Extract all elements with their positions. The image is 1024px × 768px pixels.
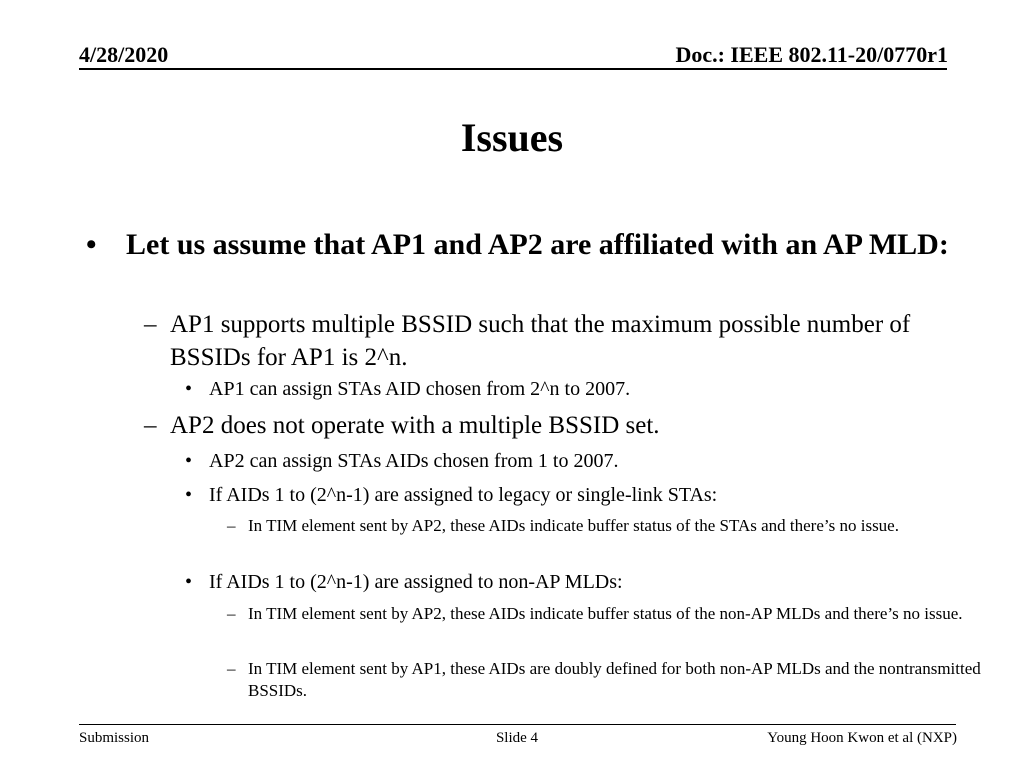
bullet-text: Let us assume that AP1 and AP2 are affiliated with an AP MLD: (126, 228, 949, 261)
header-divider (79, 68, 947, 70)
bullet-level3 (185, 376, 985, 402)
slide-title: Issues (460, 115, 564, 160)
bullet-text: In TIM element sent by AP2, these AIDs indicate buffer status of the non-AP MLDs and there’s no issue. (248, 604, 963, 623)
bullet-marker: – (227, 516, 236, 535)
bullet-marker: – (227, 659, 236, 678)
bullet-level4 (227, 515, 987, 537)
footer-submission: Submission (79, 730, 150, 746)
bullet-text: AP1 supports multiple BSSID such that the maximum possible number of BSSIDs for AP1 is 2^n. (170, 311, 911, 371)
bullet-level3 (185, 569, 985, 595)
bullet-level4 (227, 603, 987, 625)
bullet-level4 (227, 658, 987, 702)
bullet-text: AP2 can assign STAs AIDs chosen from 1 to 2007. (209, 450, 619, 472)
bullet-text: If AIDs 1 to (2^n-1) are assigned to non-AP MLDs: (209, 571, 623, 593)
bullet-level3 (185, 482, 985, 508)
bullet-text: If AIDs 1 to (2^n-1) are assigned to legacy or single-link STAs: (209, 484, 718, 506)
footer-slide-number: Slide 4 (495, 730, 539, 746)
bullet-text: In TIM element sent by AP1, these AIDs are doubly defined for both non-AP MLDs and the nontransmitted BSSIDs. (248, 659, 981, 700)
bullet-level3 (185, 448, 985, 474)
bullet-marker: • (86, 228, 97, 261)
bullet-text: In TIM element sent by AP2, these AIDs indicate buffer status of the STAs and there’s no issue. (248, 516, 899, 535)
bullet-level2 (144, 308, 989, 374)
header-doc-id: Doc.: IEEE 802.11-20/0770r1 (675, 42, 948, 67)
bullet-text: AP2 does not operate with a multiple BSSID set. (170, 412, 660, 439)
bullet-level2 (144, 409, 989, 442)
bullet-marker: • (185, 571, 193, 593)
bullet-level1 (86, 226, 986, 264)
bullet-marker: • (185, 450, 193, 472)
header-date: 4/28/2020 (79, 42, 169, 67)
bullet-marker: – (227, 604, 236, 623)
bullet-marker: – (144, 311, 157, 338)
bullet-marker: – (144, 412, 157, 439)
bullet-marker: • (185, 484, 193, 506)
bullet-marker: • (185, 378, 193, 400)
footer-author: Young Hoon Kwon et al (NXP) (767, 730, 957, 746)
footer-divider (79, 724, 956, 725)
bullet-text: AP1 can assign STAs AID chosen from 2^n to 2007. (209, 378, 631, 400)
